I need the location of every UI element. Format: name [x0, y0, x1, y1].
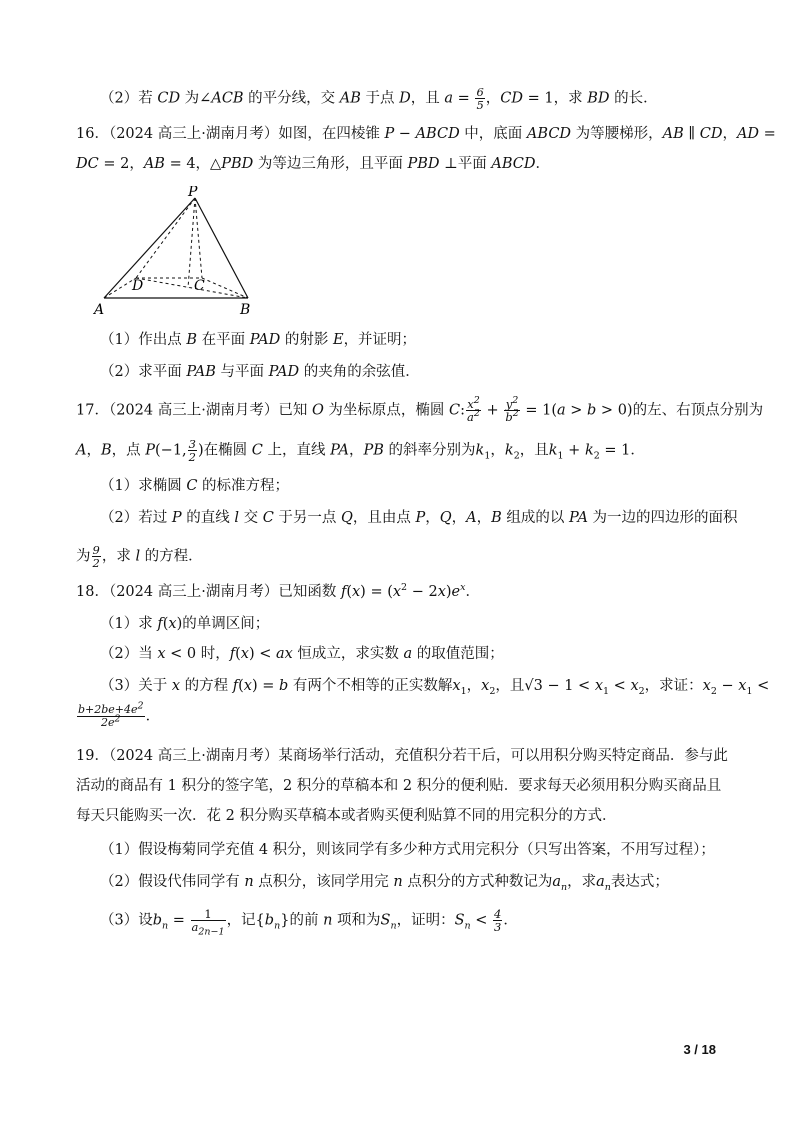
q19-part2: （2）假设代伟同学有 n 点积分，该同学用完 n 点积分的方式种数记为$a_n$，求$a_n$表达式；	[100, 874, 669, 893]
q16-part1: （1）作出点 B 在平面 PAD 的射影 E，并证明；	[100, 332, 417, 348]
label-D: D	[132, 278, 144, 294]
q17-line1: 17．（2024 高三上·湖南月考）已知 O 为坐标原点，椭圆 C: $\frac{x^2}{a^2}$ + $\frac{y^2}{b^2}$ = 1(a > b > 0)的左、右顶点分别为	[76, 395, 764, 424]
q19-line2: 活动的商品有 1 积分的签字笔，2 积分的草稿本和 2 积分的便利贴．要求每天必须用积分购买商品且	[76, 778, 722, 794]
label-A: A	[94, 302, 105, 316]
q17-part2-line1: （2）若过 P 的直线 l 交 C 于另一点 Q，且由点 P，Q，A，B 组成的以 PA 为一边的四边形的面积	[100, 510, 738, 526]
q17-line2: A，B，点 P(−1, $\frac{3}{2}$ )在椭圆 C 上，直线 PA，PB 的斜率分别为$k_1$，$k_2$，且$k_1 + k_2 = 1$．	[76, 437, 645, 464]
edge-DB	[136, 278, 248, 298]
q18-line1: 18．（2024 高三上·湖南月考）已知函数 $f(x) = (x^2 - 2x)e^x$．	[76, 582, 480, 600]
page-number: 3 / 18	[683, 1042, 716, 1057]
q16-line2: DC = 2，AB = 4，△PBD 为等边三角形，且平面 PBD ⊥平面 ABCD．	[76, 156, 551, 172]
q19-part3: （3）设$b_n$ = $\frac{1}{a_{2n-1}}$ ，记$\{b_n\}$的前 n 项和为$S_n$，证明：$S_n$ < $\frac{4}{3}$ ．	[100, 907, 518, 938]
q15-part2: （2）若 CD 为∠ACB 的平分线，交 AB 于点 D，且 a = $\frac{6}{5}$ ，CD = 1，求 BD 的长．	[100, 85, 658, 112]
q18-part2: （2）当 x < 0 时，f(x) < ax 恒成立，求实数 a 的取值范围；	[100, 646, 504, 662]
q18-part3-line2: $\frac{b+2be+4e^2}{2e^2}$ ．	[78, 700, 161, 729]
edge-CB	[202, 278, 248, 298]
q17-part1: （1）求椭圆 C 的标准方程；	[100, 478, 290, 494]
q19-line3: 每天只能购买一次．花 2 积分购买草稿本或者购买便利贴算不同的用完积分的方式．	[76, 808, 617, 824]
q19-line1: 19．（2024 高三上·湖南月考）某商场举行活动，充值积分若干后，可以用积分购买特定商品．参与此	[76, 748, 728, 764]
label-C: C	[194, 278, 205, 294]
q18-part1: （1）求 f(x)的单调区间；	[100, 616, 270, 632]
q18-part3-line1: （3）关于 x 的方程 f(x) = b 有两个不相等的正实数解$x_1$，$x_2$，且$√3 - 1 < x_1 < x_2$，求证：$x_2 - x_1$ <	[100, 678, 770, 697]
q17-part2-line2: 为 $\frac{9}{2}$ ，求 l 的方程．	[76, 543, 203, 570]
edge-PA	[104, 198, 195, 298]
label-B: B	[240, 302, 251, 316]
pyramid-figure	[90, 186, 270, 316]
q16-part2: （2）求平面 PAB 与平面 PAD 的夹角的余弦值．	[100, 364, 420, 380]
q19-part1: （1）假设梅菊同学充值 4 积分，则该同学有多少种方式用完积分（只写出答案，不用写过程）；	[100, 842, 715, 858]
edge-PO	[188, 198, 195, 288]
q16-line1: 16．（2024 高三上·湖南月考）如图，在四棱锥 P − ABCD 中，底面 ABCD 为等腰梯形，AB ∥ CD，AD =	[76, 126, 776, 142]
edge-PD	[136, 198, 195, 278]
label-P: P	[188, 186, 198, 200]
